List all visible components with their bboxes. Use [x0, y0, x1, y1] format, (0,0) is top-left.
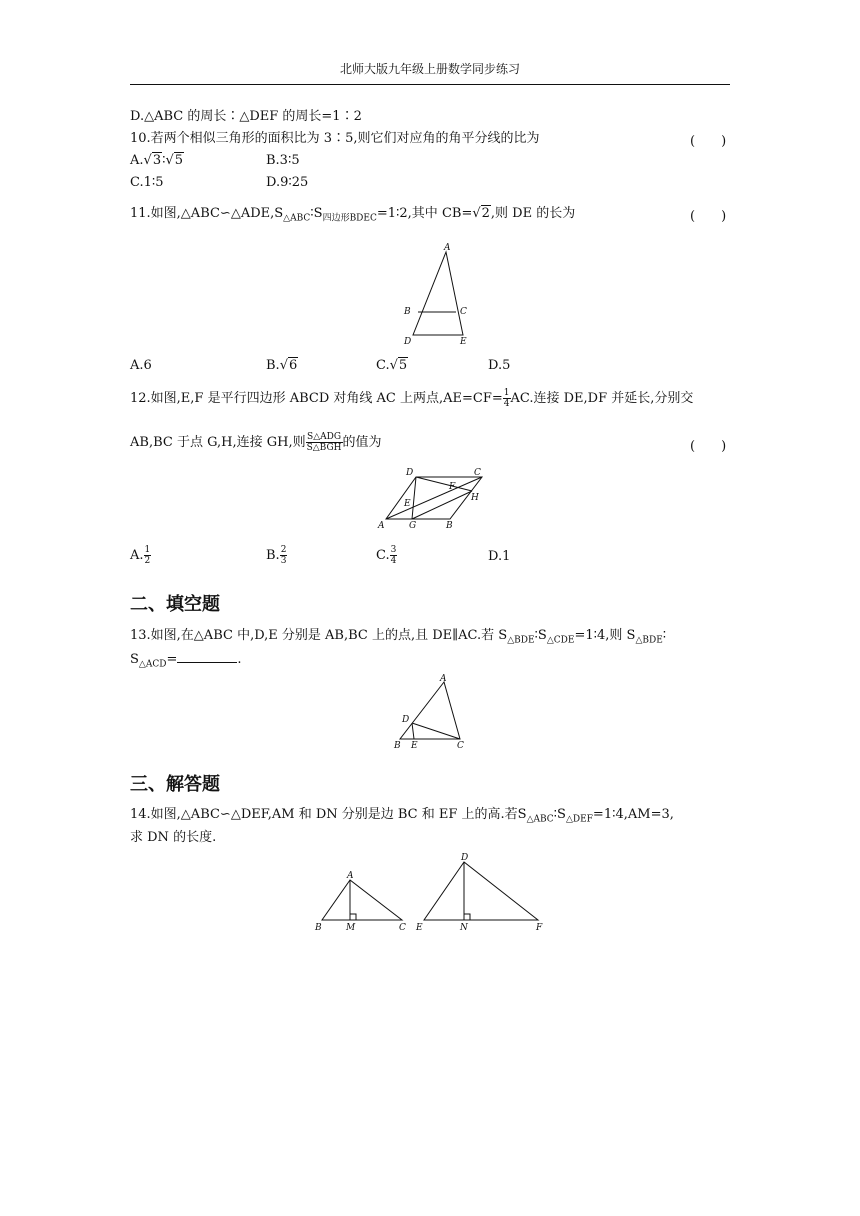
q13-answer-blank[interactable]	[177, 650, 237, 663]
q12-label-g: G	[409, 521, 417, 531]
q12-option-d: D.1	[488, 549, 511, 564]
q14-right-angle-m	[350, 914, 356, 920]
q11-option-a: A.6	[130, 358, 152, 373]
q13-label-d: D	[402, 715, 410, 725]
sqrt-symbol: √3	[143, 153, 162, 168]
q13-segment-de	[412, 723, 414, 739]
q14-label-c: C	[399, 923, 406, 933]
q13-label-b: B	[394, 741, 401, 751]
q14-label-a: A	[347, 871, 354, 881]
q11-figure	[380, 240, 490, 348]
q11-label-d: D	[404, 337, 412, 347]
q11-label-a: A	[444, 243, 451, 253]
q13-label-a: A	[440, 674, 447, 684]
q14-stem-line2: 求 DN 的长度.	[130, 830, 217, 845]
page-header: 北师大版九年级上册数学同步练习	[339, 62, 520, 76]
q14-triangle-def	[424, 862, 538, 920]
q11-option-b: B.√6	[266, 358, 298, 373]
q13-stem-line2: $S_{\triangle ACD}=$ .	[130, 652, 242, 670]
q10-answer-paren: ( )	[690, 134, 727, 149]
q14-stem-line1: 14.如图,△ABC∽△DEF,AM 和 DN 分别是边 BC 和 EF 上的高.若$S_{\triangle ABC}∶S_{\triangle DEF}=1∶4,AM=3$,	[130, 807, 674, 825]
q14-figure	[310, 850, 550, 938]
q11-label-b: B	[404, 307, 411, 317]
q13-triangle-abc	[400, 682, 460, 739]
q13-label-c: C	[457, 741, 464, 751]
q12-label-c: C	[474, 468, 481, 478]
q14-label-d: D	[461, 853, 469, 863]
q10-option-a: A.√3∶√5	[130, 153, 184, 168]
q14-label-f: F	[536, 923, 543, 933]
q9-option-d: D.△ABC 的周长∶△DEF 的周长=1∶2	[130, 109, 362, 124]
q12-segment-dh	[416, 477, 472, 491]
q12-label-d: D	[406, 468, 414, 478]
q11-option-d: D.5	[488, 358, 511, 373]
q13-segment-dc	[412, 723, 460, 739]
q14-label-e: E	[416, 923, 423, 933]
q11-stem: 11.如图$,\triangle ABC∽\triangle ADE,S_{\triangle ABC}∶S_{四边形BDEC}=1∶2$,其中 CB=√2,则 DE 的长为	[130, 206, 576, 224]
q12-option-c: C. $\frac{3}{4}$	[376, 545, 397, 566]
q12-label-h: H	[471, 493, 479, 503]
q12-label-f: F	[449, 482, 456, 492]
q14-triangle-abc	[322, 880, 402, 920]
q13-label-e: E	[411, 741, 418, 751]
q11-label-c: C	[460, 307, 467, 317]
q14-label-n: N	[460, 923, 468, 933]
q11-label-e: E	[460, 337, 467, 347]
q11-triangle-ade	[413, 252, 463, 335]
q13-stem-line1: 13.如图,在△ABC 中,D,E 分别是 AB,BC 上的点,且 DE∥AC.若 $S_{\triangle BDE}∶S_{\triangle CDE}=1∶4$,则 $S_{\triangle BDE}∶$	[130, 628, 667, 646]
q12-segment-gh	[412, 491, 472, 519]
header-rule	[130, 84, 730, 85]
q10-stem: 10.若两个相似三角形的面积比为 3∶5,则它们对应角的角平分线的比为	[130, 131, 540, 146]
q10-option-d: D.9∶25	[266, 175, 309, 190]
section-solution-title: 三、解答题	[130, 774, 220, 795]
q12-option-a: A. $\frac{1}{2}$	[130, 545, 151, 566]
q12-option-b: B. $\frac{2}{3}$	[266, 545, 287, 566]
q14-label-m: M	[346, 923, 356, 933]
q11-answer-paren: ( )	[690, 209, 727, 224]
q12-segment-dg	[412, 477, 416, 519]
q12-answer-paren: ( )	[690, 439, 727, 454]
q14-right-angle-n	[464, 914, 470, 920]
q12-label-a: A	[378, 521, 385, 531]
q11-option-c: C.√5	[376, 358, 408, 373]
q10-option-c: C.1∶5	[130, 175, 164, 190]
q12-stem-line2: AB,BC 于点 G,H,连接 GH,则 $\frac{\text{S△ADG}}{\text{S△BGH}}$ 的值为	[130, 432, 382, 453]
q12-label-b: B	[446, 521, 453, 531]
q13-figure	[390, 672, 480, 752]
q12-figure	[370, 462, 500, 534]
q12-label-e: E	[404, 499, 411, 509]
q10-option-b: B.3∶5	[266, 153, 300, 168]
section-fill-in-title: 二、填空题	[130, 594, 220, 615]
q14-label-b: B	[315, 923, 322, 933]
q12-stem-line1: 12.如图,E,F 是平行四边形 ABCD 对角线 AC 上两点,AE=CF= $\frac{1}{4}$ AC.连接 DE,DF 并延长,分别交	[130, 388, 694, 409]
